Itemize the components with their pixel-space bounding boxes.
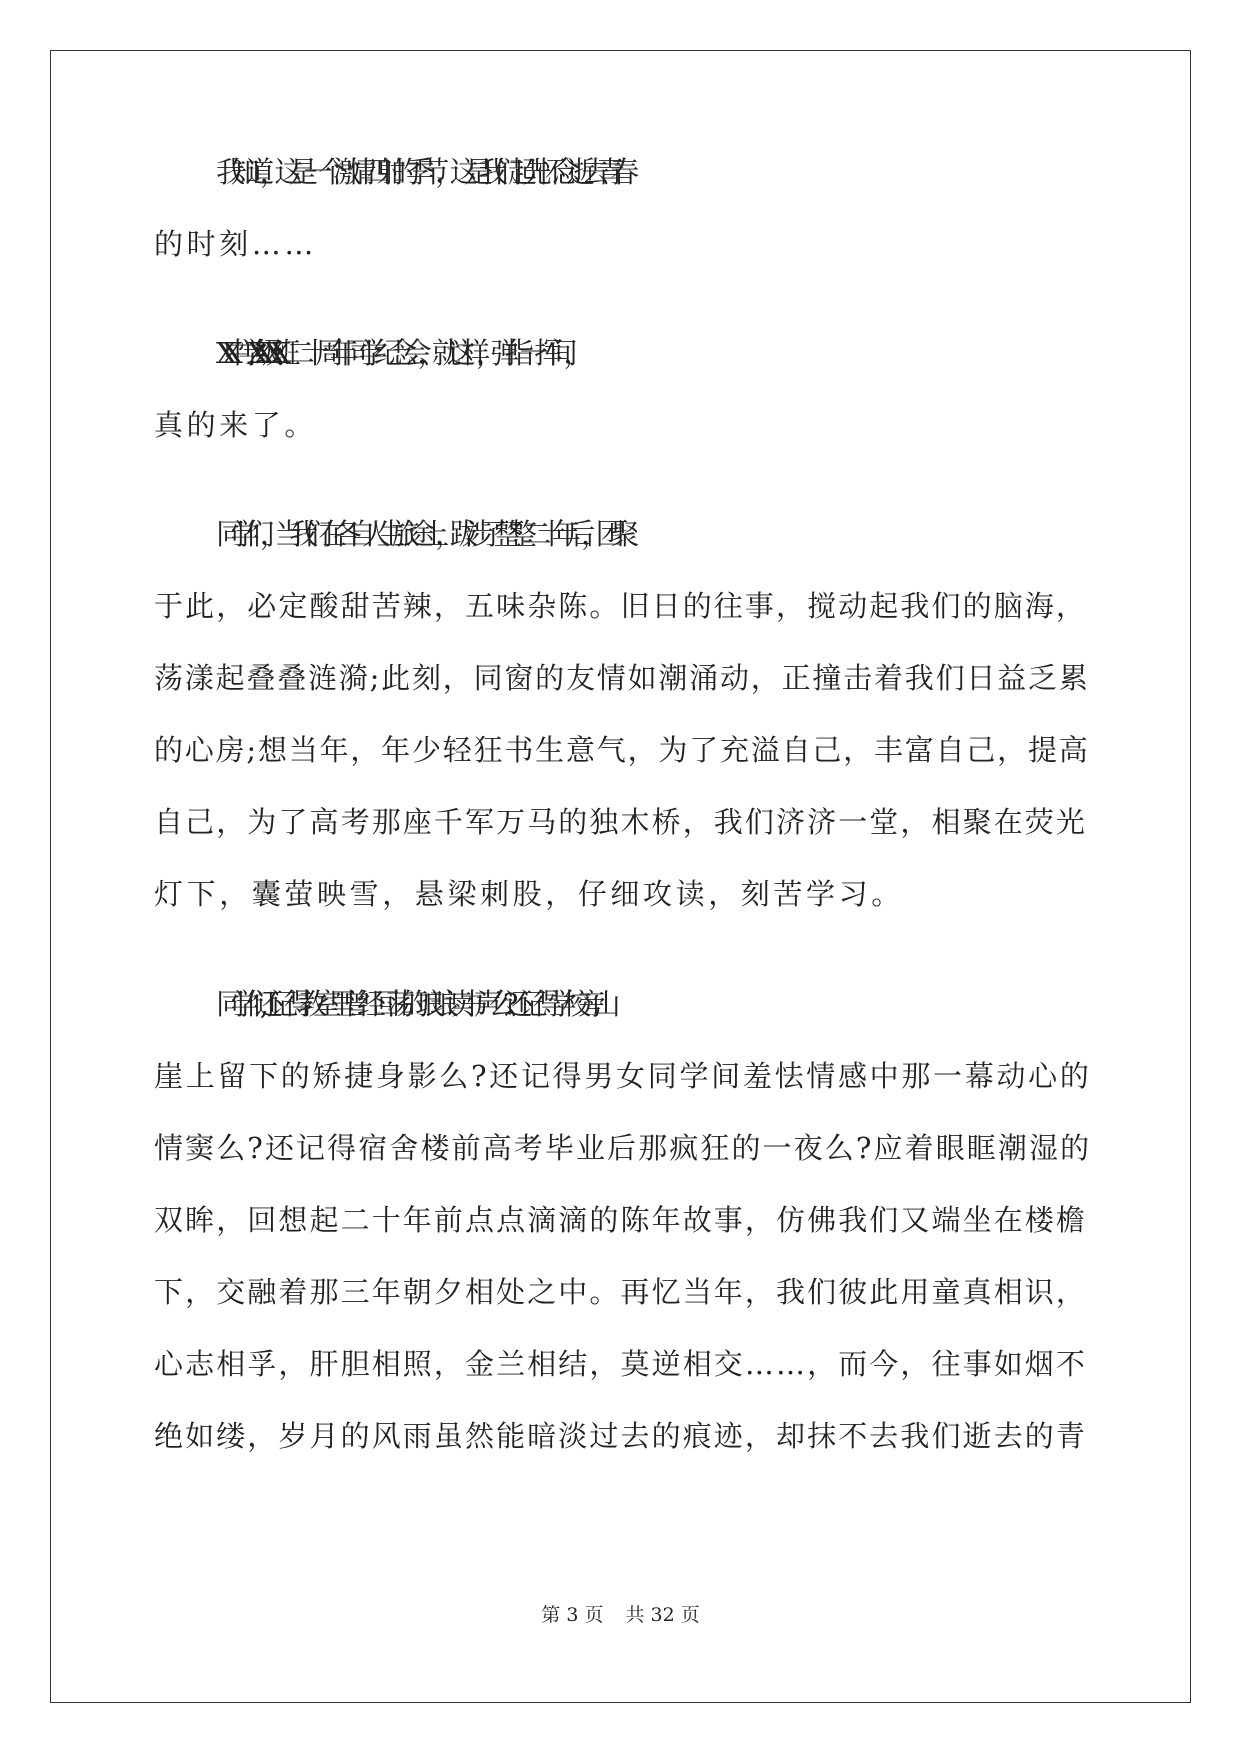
text-line: 同学们，当我们在各自人生旅途上，跋涉了整整二十年后，团聚: [216, 517, 625, 551]
text-line: 同学们,还记得教室里曾经回荡的琅琅读书声么?还记得学校旁山: [216, 987, 607, 1021]
text-line: 崖上留下的矫捷身影么?还记得男女同学间羞怯情感中那一幕动心的: [154, 1059, 1092, 1093]
text-line: 自己，为了高考那座千军万马的独木桥，我们济济一堂，相聚在荧光: [154, 805, 1088, 839]
page-footer: [0, 1600, 1241, 1627]
text-line: XX 中学 XX 级 XX 班二十周年同学纪念会，就这样，弹指一挥间，: [216, 336, 578, 370]
text-line: 情窦么?还记得宿舍楼前高考毕业后那疯狂的一夜么?应着眼眶潮湿的: [154, 1131, 1092, 1165]
text-line: 荡漾起叠叠涟漪;此刻，同窗的友情如潮涌动，正撞击着我们日益乏累: [154, 661, 1090, 695]
page-total: 共 32 页: [625, 1604, 700, 1626]
text-line: 的心房;想当年，年少轻狂书生意气，为了充溢自己，丰富自己，提高: [154, 733, 1090, 767]
text-line: 双眸，回想起二十年前点点滴滴的陈年故事，仿佛我们又端坐在楼檐: [154, 1203, 1088, 1237]
text-line: 绝如缕，岁月的风雨虽然能暗淡过去的痕迹，却抹不去我们逝去的青: [154, 1419, 1088, 1453]
text-line: 的时刻……: [154, 227, 318, 261]
text-line: 灯下，囊萤映雪，悬梁刺股，仔细攻读，刻苦学习。: [154, 877, 904, 911]
text-line: 下，交融着那三年朝夕相处之中。再忆当年，我们彼此用童真相识，: [154, 1275, 1088, 1309]
text-line: 于此，必定酸甜苦辣，五味杂陈。旧日的往事，搅动起我们的脑海，: [154, 589, 1088, 623]
text-line: 我知道，这是一个激情四射的季节，这是我们起先怀念逝去青春: [216, 155, 625, 189]
page-number: 第 3 页: [541, 1604, 604, 1626]
text-line: 心志相孚，肝胆相照，金兰相结，莫逆相交……，而今，往事如烟不: [154, 1347, 1088, 1381]
text-line: 真的来了。: [154, 408, 318, 442]
